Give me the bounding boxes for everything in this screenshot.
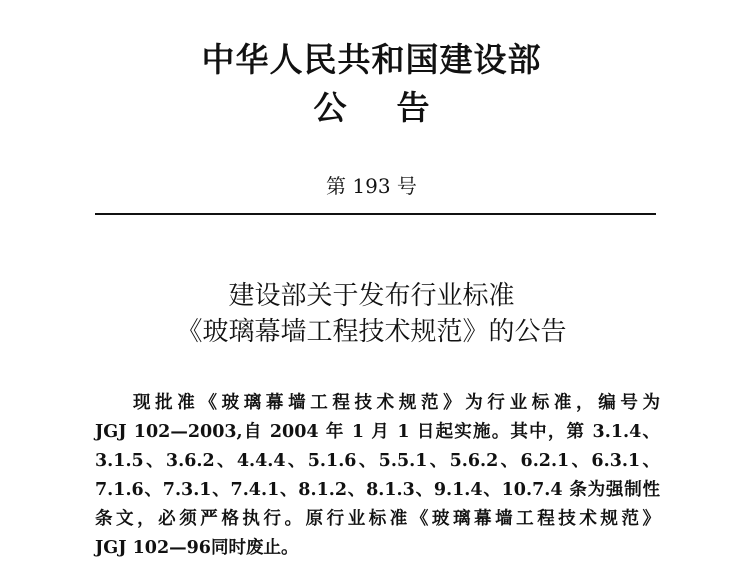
bulletin-heading: 公告 (313, 88, 480, 127)
body-line: JGJ 102—2003,自 2004 年 1 月 1 日起实施。其中，第 3.1.4、 (95, 422, 660, 442)
notice-title-line-1: 建设部关于发布行业标准 (228, 281, 515, 311)
body-line: 7.1.6、7.3.1、7.4.1、8.1.2、8.1.3、9.1.4、10.7.4 条为强制性 (95, 480, 660, 500)
body-line: JGJ 102—96同时废止。 (95, 538, 299, 558)
notice-title-line-2: 《玻璃幕墙工程技术规范》的公告 (176, 317, 567, 347)
ministry-name: 中华人民共和国建设部 (201, 40, 542, 79)
header-divider (95, 213, 656, 215)
body-line: 3.1.5、3.6.2、4.4.4、5.1.6、5.5.1、5.6.2、6.2.1、6.3.1、 (95, 451, 660, 471)
body-line: 现批准《玻璃幕墙工程技术规范》为行业标准，编号为 (133, 393, 660, 413)
bulletin-number: 第 193 号 (326, 174, 417, 198)
notice-body (95, 389, 660, 563)
body-line: 条文，必须严格执行。原行业标准《玻璃幕墙工程技术规范》 (95, 509, 660, 529)
